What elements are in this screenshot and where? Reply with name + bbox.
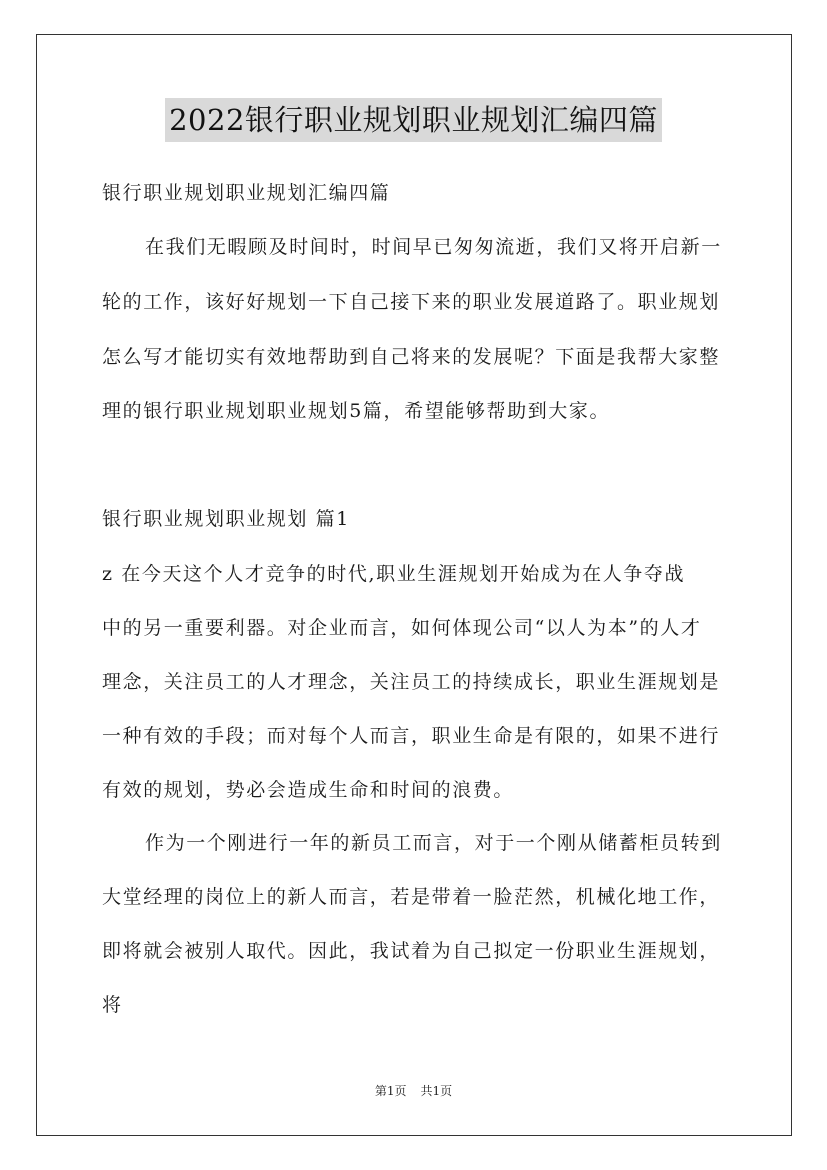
document-title: 2022银行职业规划职业规划汇编四篇 [165, 98, 662, 142]
paragraph-line: 理念，关注员工的人才理念，关注员工的持续成长，职业生涯规划是 [102, 671, 721, 693]
paragraph-line: 将 [102, 994, 123, 1016]
page-footer [0, 1083, 827, 1099]
paragraph-line: 即将就会被别人取代。因此，我试着为自己拟定一份职业生涯规划， [102, 940, 721, 962]
title-container [0, 98, 827, 142]
paragraph-line: 中的另一重要利器。对企业而言，如何体现公司“以人为本”的人才 [102, 617, 702, 639]
document-subtitle: 银行职业规划职业规划汇编四篇 [102, 182, 391, 204]
intro-line: 怎么写才能切实有效地帮助到自己将来的发展呢？下面是我帮大家整 [102, 346, 721, 368]
intro-line: 在我们无暇顾及时间时，时间早已匆匆流逝，我们又将开启新一 [145, 236, 722, 258]
intro-line: 轮的工作，该好好规划一下自己接下来的职业发展道路了。职业规划 [102, 291, 721, 313]
intro-line: 理的银行职业规划职业规划5篇，希望能够帮助到大家。 [102, 400, 611, 422]
paragraph-line: 一种有效的手段；而对每个人而言，职业生命是有限的，如果不进行 [102, 725, 721, 747]
page-number: 第1页 [374, 1084, 407, 1098]
section-heading: 银行职业规划职业规划 篇1 [102, 508, 350, 530]
page-total: 共1页 [420, 1084, 453, 1098]
paragraph-line: 有效的规划，势必会造成生命和时间的浪费。 [102, 779, 515, 801]
paragraph-line: 作为一个刚进行一年的新员工而言，对于一个刚从储蓄柜员转到 [145, 832, 722, 854]
paragraph-line: 大堂经理的岗位上的新人而言，若是带着一脸茫然，机械化地工作， [102, 886, 721, 908]
paragraph-line: z 在今天这个人才竞争的时代,职业生涯规划开始成为在人争夺战 [102, 563, 686, 585]
